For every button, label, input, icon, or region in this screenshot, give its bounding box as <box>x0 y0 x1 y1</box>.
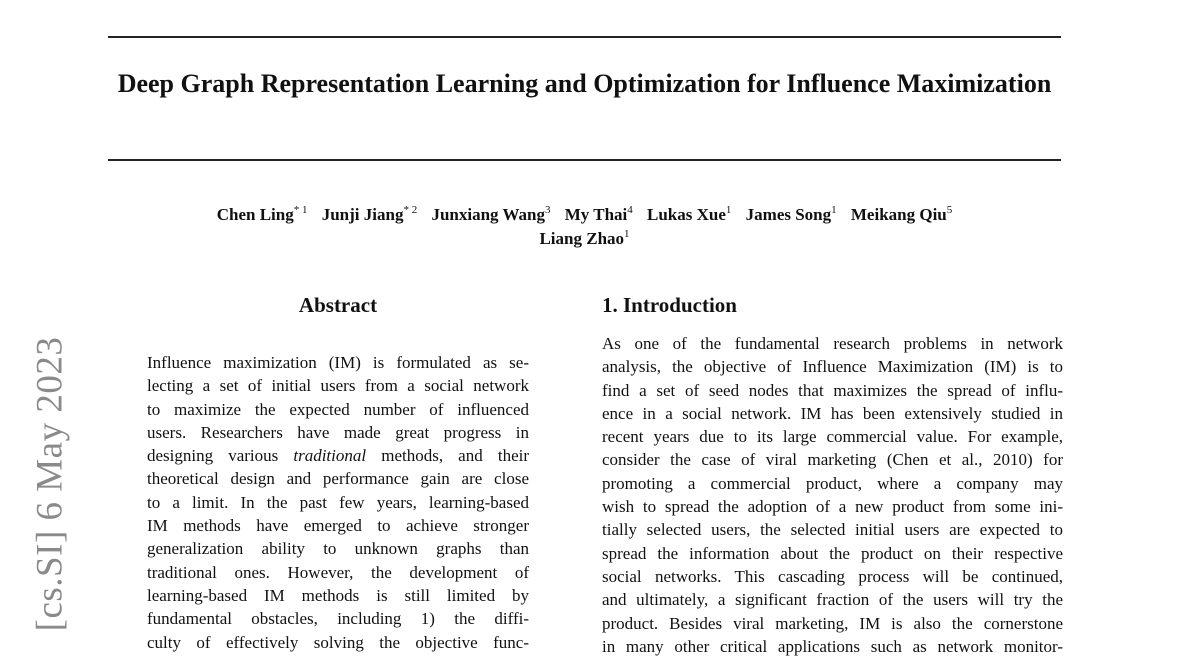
author: Meikang Qiu$^5$ <box>850 204 953 224</box>
author: Liang Zhao$^1$ <box>539 228 630 248</box>
abstract-line: culty of effectively solving the objective func- <box>147 632 529 652</box>
abstract-line: traditional ones. However, the development of <box>147 562 529 582</box>
abstract-line: to maximize the expected number of influenced <box>147 399 529 419</box>
intro-line: recent years due to its large commercial value. For example, <box>602 427 1063 447</box>
abstract-line: learning-based IM methods is still limited by <box>147 585 529 605</box>
intro-line: find a set of seed nodes that maximizes the spread of influ- <box>602 380 1063 400</box>
intro-line: tially selected users, the selected initial users are expected to <box>602 520 1063 540</box>
paper-title: Deep Graph Representation Learning and Optimization for Influence Maximization <box>117 69 1052 98</box>
intro-line: ence in a social network. IM has been extensively studied in <box>602 403 1063 423</box>
abstract-line: theoretical design and performance gain are close <box>147 469 529 489</box>
abstract-heading: Abstract <box>298 293 378 317</box>
title-bottom-rule <box>108 159 1061 161</box>
introduction-heading: 1. Introduction <box>602 293 737 317</box>
author: My Thai$^4$ <box>564 204 633 224</box>
abstract-line: designing various traditional methods, and their <box>147 446 529 466</box>
title-top-rule <box>108 36 1061 38</box>
intro-line: spread the information about the product on their respective <box>602 543 1063 563</box>
abstract-line: IM methods have emerged to achieve stronger <box>147 516 529 536</box>
abstract-line: users. Researchers have made great progress in <box>147 422 529 442</box>
intro-line: analysis, the objective of Influence Maximization (IM) is to <box>602 357 1063 377</box>
author: Lukas Xue$^1$ <box>647 204 732 224</box>
author: Junxiang Wang$^3$ <box>431 204 551 224</box>
intro-line: consider the case of viral marketing (Chen et al., 2010) for <box>602 450 1063 470</box>
author: Junji Jiang$^{* 2}$ <box>321 204 418 224</box>
author: Chen Ling$^{* 1}$ <box>216 204 308 224</box>
author: James Song$^1$ <box>745 204 837 224</box>
abstract-line: lecting a set of initial users from a social network <box>147 376 529 396</box>
intro-line: and ultimately, a significant fraction of the users will try the <box>602 590 1063 610</box>
abstract-line: Influence maximization (IM) is formulated as se- <box>147 353 529 372</box>
arxiv-side-stamp: [cs.SI] 6 May 2023 <box>29 336 71 632</box>
intro-line: wish to spread the adoption of a new product from some ini- <box>602 497 1063 517</box>
intro-line: in many other critical applications such as network monitor- <box>602 636 1063 656</box>
introduction-body <box>602 332 1063 658</box>
emphasized-term: traditional <box>293 446 367 466</box>
abstract-line: generalization ability to unknown graphs than <box>147 539 529 559</box>
abstract-line: to a limit. In the past few years, learning-based <box>147 492 529 512</box>
intro-line: promoting a commercial product, where a company may <box>602 473 1063 493</box>
intro-line: product. Besides viral marketing, IM is also the cornerstone <box>602 613 1063 633</box>
abstract-line: fundamental obstacles, including 1) the diffi- <box>147 609 529 629</box>
abstract-body <box>147 351 529 654</box>
intro-line: social networks. This cascading process will be continued, <box>602 566 1063 586</box>
intro-line: As one of the fundamental research problems in network <box>602 334 1063 353</box>
author-list <box>108 203 1061 251</box>
